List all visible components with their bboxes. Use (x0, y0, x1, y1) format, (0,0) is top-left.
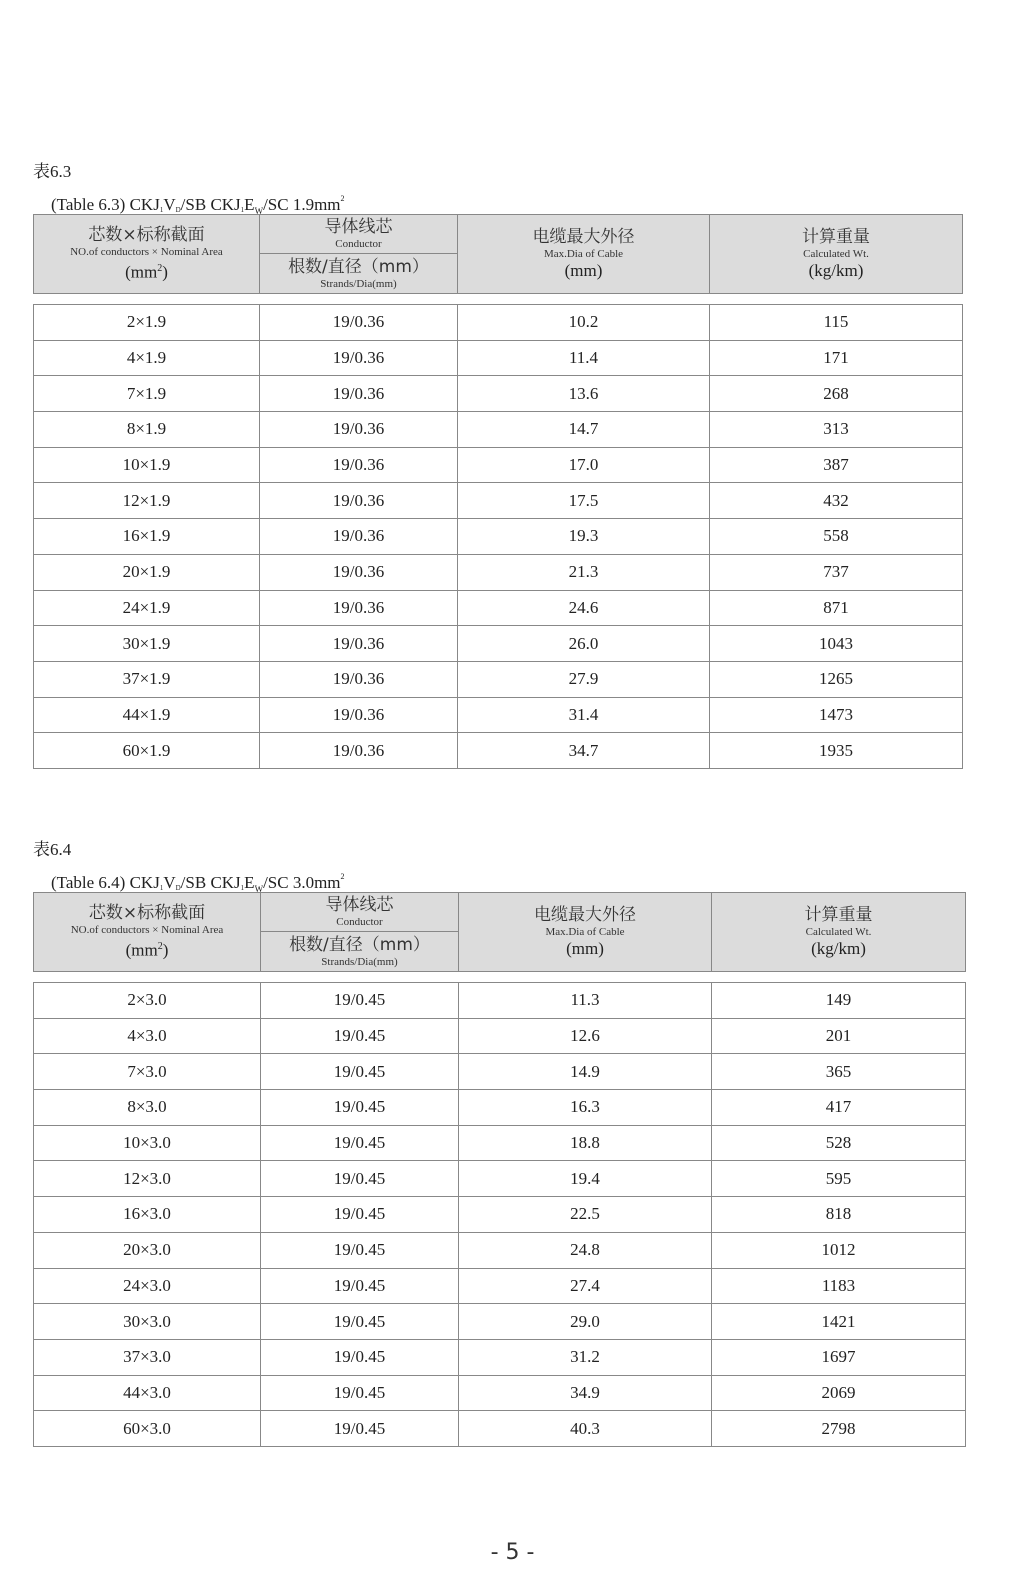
table-row (34, 1125, 966, 1161)
weight-cell: 1183 (712, 1268, 966, 1304)
weight-cell: 268 (710, 376, 963, 412)
cores-area-cell: 20×1.9 (34, 554, 260, 590)
table-title: (Table 6.4) $CKJ_1V_D/SB$ $CKJ_1E_W/SC$ $3.0mm^2$ (51, 872, 345, 894)
max-diameter-cell: 17.5 (458, 483, 710, 519)
weight-cell: 115 (710, 305, 963, 341)
cores-area-cell: 60×1.9 (34, 733, 260, 769)
cores-area-cell: 24×1.9 (34, 590, 260, 626)
table-row (34, 1090, 966, 1126)
table-row (34, 483, 963, 519)
cores-area-cell: 44×3.0 (34, 1375, 261, 1411)
cores-area-cell: 16×3.0 (34, 1197, 261, 1233)
table-row (34, 733, 963, 769)
strands-dia-cell: 19/0.45 (261, 1090, 459, 1126)
weight-cell: 528 (712, 1125, 966, 1161)
strands-dia-cell: 19/0.36 (260, 661, 458, 697)
max-diameter-cell: 29.0 (459, 1304, 712, 1340)
weight-cell: 737 (710, 554, 963, 590)
table-body (33, 982, 966, 1447)
table-body (33, 304, 963, 769)
cores-area-cell: 8×1.9 (34, 412, 260, 448)
table-row (34, 1339, 966, 1375)
max-diameter-cell: 24.6 (458, 590, 710, 626)
header-max-diameter: 电缆最大外径 Max.Dia of Cable (mm) (458, 215, 710, 294)
weight-cell: 387 (710, 447, 963, 483)
table-row (34, 661, 963, 697)
weight-cell: 432 (710, 483, 963, 519)
cores-area-cell: 10×3.0 (34, 1125, 261, 1161)
max-diameter-cell: 13.6 (458, 376, 710, 412)
strands-dia-cell: 19/0.36 (260, 447, 458, 483)
strands-dia-cell: 19/0.36 (260, 519, 458, 555)
table-row (34, 1375, 966, 1411)
table-row (34, 412, 963, 448)
max-diameter-cell: 27.4 (459, 1268, 712, 1304)
weight-cell: 1935 (710, 733, 963, 769)
table-row (34, 1018, 966, 1054)
max-diameter-cell: 14.7 (458, 412, 710, 448)
weight-cell: 1473 (710, 697, 963, 733)
max-diameter-cell: 31.2 (459, 1339, 712, 1375)
cores-area-cell: 8×3.0 (34, 1090, 261, 1126)
max-diameter-cell: 26.0 (458, 626, 710, 662)
cores-area-cell: 44×1.9 (34, 697, 260, 733)
weight-cell: 417 (712, 1090, 966, 1126)
weight-cell: 818 (712, 1197, 966, 1233)
table-section-6-3 (33, 160, 963, 769)
table-header (33, 214, 963, 294)
strands-dia-cell: 19/0.45 (261, 1161, 459, 1197)
table-label: 表6.4 (33, 840, 72, 859)
max-diameter-cell: 18.8 (459, 1125, 712, 1161)
max-diameter-cell: 12.6 (459, 1018, 712, 1054)
strands-dia-cell: 19/0.45 (261, 1268, 459, 1304)
cores-area-cell: 37×1.9 (34, 661, 260, 697)
strands-dia-cell: 19/0.45 (261, 1339, 459, 1375)
cores-area-cell: 10×1.9 (34, 447, 260, 483)
strands-dia-cell: 19/0.36 (260, 483, 458, 519)
table-row (34, 305, 963, 341)
cores-area-cell: 37×3.0 (34, 1339, 261, 1375)
cores-area-cell: 30×3.0 (34, 1304, 261, 1340)
strands-dia-cell: 19/0.36 (260, 412, 458, 448)
table-row (34, 697, 963, 733)
strands-dia-cell: 19/0.36 (260, 626, 458, 662)
table-row (34, 447, 963, 483)
cores-area-cell: 24×3.0 (34, 1268, 261, 1304)
strands-dia-cell: 19/0.36 (260, 305, 458, 341)
strands-dia-cell: 19/0.45 (261, 1232, 459, 1268)
table-row (34, 1054, 966, 1090)
table-row (34, 1304, 966, 1340)
table-row (34, 1161, 966, 1197)
cores-area-cell: 12×3.0 (34, 1161, 261, 1197)
table-section-6-4 (33, 838, 966, 1447)
table-row (34, 1411, 966, 1447)
cores-area-cell: 4×3.0 (34, 1018, 261, 1054)
weight-cell: 1265 (710, 661, 963, 697)
weight-cell: 871 (710, 590, 963, 626)
table-row (34, 376, 963, 412)
max-diameter-cell: 14.9 (459, 1054, 712, 1090)
strands-dia-cell: 19/0.45 (261, 983, 459, 1019)
page-number: - 5 - (490, 1540, 535, 1565)
weight-cell: 313 (710, 412, 963, 448)
table-row (34, 1197, 966, 1233)
max-diameter-cell: 40.3 (459, 1411, 712, 1447)
weight-cell: 201 (712, 1018, 966, 1054)
max-diameter-cell: 10.2 (458, 305, 710, 341)
weight-cell: 1012 (712, 1232, 966, 1268)
strands-dia-cell: 19/0.45 (261, 1375, 459, 1411)
cores-area-cell: 4×1.9 (34, 340, 260, 376)
header-calculated-weight: 计算重量 Calculated Wt. (kg/km) (712, 893, 966, 972)
table-header (33, 892, 966, 972)
weight-cell: 365 (712, 1054, 966, 1090)
header-cores-area: 芯数×标称截面 NO.of conductors × Nominal Area $(mm^2)$ (34, 893, 261, 972)
max-diameter-cell: 27.9 (458, 661, 710, 697)
header-conductor: 导体线芯 Conductor 根数/直径（mm） Strands/Dia(mm) (260, 215, 458, 294)
strands-dia-cell: 19/0.36 (260, 590, 458, 626)
max-diameter-cell: 11.4 (458, 340, 710, 376)
table-title: (Table 6.3) $CKJ_1V_D/SB$ $CKJ_1E_W/SC$ $1.9mm^2$ (51, 194, 345, 216)
strands-dia-cell: 19/0.36 (260, 697, 458, 733)
weight-cell: 2069 (712, 1375, 966, 1411)
cores-area-cell: 7×1.9 (34, 376, 260, 412)
weight-cell: 2798 (712, 1411, 966, 1447)
max-diameter-cell: 19.4 (459, 1161, 712, 1197)
header-max-diameter: 电缆最大外径 Max.Dia of Cable (mm) (459, 893, 712, 972)
table-row (34, 519, 963, 555)
strands-dia-cell: 19/0.36 (260, 733, 458, 769)
max-diameter-cell: 19.3 (458, 519, 710, 555)
strands-dia-cell: 19/0.45 (261, 1018, 459, 1054)
strands-dia-cell: 19/0.36 (260, 554, 458, 590)
header-calculated-weight: 计算重量 Calculated Wt. (kg/km) (710, 215, 963, 294)
table-row (34, 340, 963, 376)
cores-area-cell: 2×3.0 (34, 983, 261, 1019)
max-diameter-cell: 16.3 (459, 1090, 712, 1126)
cores-area-cell: 60×3.0 (34, 1411, 261, 1447)
cores-area-cell: 2×1.9 (34, 305, 260, 341)
header-cores-area: 芯数×标称截面 NO.of conductors × Nominal Area $(mm^2)$ (34, 215, 260, 294)
weight-cell: 1421 (712, 1304, 966, 1340)
max-diameter-cell: 31.4 (458, 697, 710, 733)
table-row (34, 1232, 966, 1268)
weight-cell: 149 (712, 983, 966, 1019)
table-row (34, 1268, 966, 1304)
table-row (34, 590, 963, 626)
strands-dia-cell: 19/0.36 (260, 376, 458, 412)
cores-area-cell: 7×3.0 (34, 1054, 261, 1090)
max-diameter-cell: 24.8 (459, 1232, 712, 1268)
strands-dia-cell: 19/0.36 (260, 340, 458, 376)
weight-cell: 1697 (712, 1339, 966, 1375)
table-row (34, 983, 966, 1019)
cores-area-cell: 20×3.0 (34, 1232, 261, 1268)
cores-area-cell: 12×1.9 (34, 483, 260, 519)
max-diameter-cell: 34.7 (458, 733, 710, 769)
weight-cell: 1043 (710, 626, 963, 662)
strands-dia-cell: 19/0.45 (261, 1304, 459, 1340)
header-conductor: 导体线芯 Conductor 根数/直径（mm） Strands/Dia(mm) (261, 893, 459, 972)
max-diameter-cell: 22.5 (459, 1197, 712, 1233)
weight-cell: 558 (710, 519, 963, 555)
weight-cell: 595 (712, 1161, 966, 1197)
table-row (34, 554, 963, 590)
max-diameter-cell: 34.9 (459, 1375, 712, 1411)
max-diameter-cell: 21.3 (458, 554, 710, 590)
strands-dia-cell: 19/0.45 (261, 1197, 459, 1233)
strands-dia-cell: 19/0.45 (261, 1411, 459, 1447)
max-diameter-cell: 11.3 (459, 983, 712, 1019)
max-diameter-cell: 17.0 (458, 447, 710, 483)
strands-dia-cell: 19/0.45 (261, 1054, 459, 1090)
cores-area-cell: 30×1.9 (34, 626, 260, 662)
table-label: 表6.3 (33, 162, 72, 181)
strands-dia-cell: 19/0.45 (261, 1125, 459, 1161)
weight-cell: 171 (710, 340, 963, 376)
cores-area-cell: 16×1.9 (34, 519, 260, 555)
table-row (34, 626, 963, 662)
